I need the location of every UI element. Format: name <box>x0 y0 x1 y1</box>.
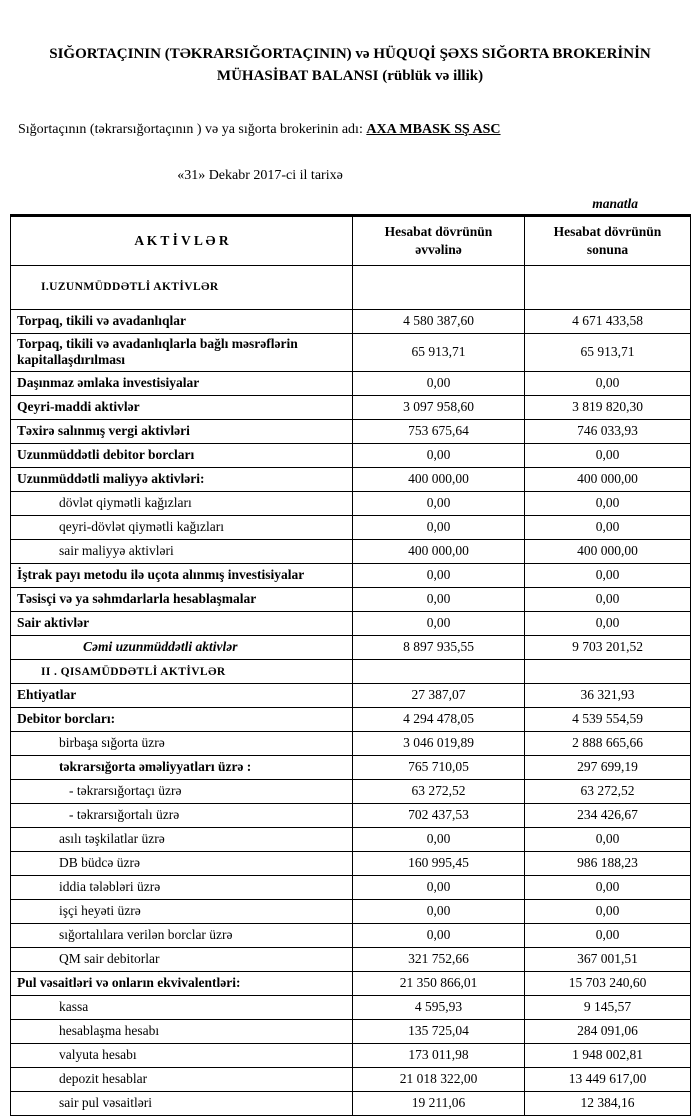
value-period-start: 21 350 866,01 <box>353 972 525 996</box>
value-period-end: 36 321,93 <box>525 684 691 708</box>
value-period-end: 2 888 665,66 <box>525 732 691 756</box>
value-period-start: 0,00 <box>353 564 525 588</box>
value-period-end: 0,00 <box>525 612 691 636</box>
value-period-start: 0,00 <box>353 516 525 540</box>
value-period-end: 63 272,52 <box>525 780 691 804</box>
value-period-start: 3 046 019,89 <box>353 732 525 756</box>
table-row <box>11 756 691 780</box>
value-period-end: 0,00 <box>525 876 691 900</box>
document-title <box>10 44 690 88</box>
value-period-end: 0,00 <box>525 372 691 396</box>
table-row <box>11 708 691 732</box>
value-period-start: 3 097 958,60 <box>353 396 525 420</box>
value-period-end <box>525 265 691 309</box>
table-row <box>11 1020 691 1044</box>
row-label: hesablaşma hesabı <box>11 1020 353 1044</box>
row-label: depozit hesablar <box>11 1068 353 1092</box>
value-period-end: 297 699,19 <box>525 756 691 780</box>
table-row <box>11 612 691 636</box>
row-label: DB büdcə üzrə <box>11 852 353 876</box>
table-header-row <box>11 215 691 265</box>
row-label: Qeyri-maddi aktivlər <box>11 396 353 420</box>
value-period-start: 702 437,53 <box>353 804 525 828</box>
row-label: kassa <box>11 996 353 1020</box>
table-row <box>11 972 691 996</box>
value-period-end: 15 703 240,60 <box>525 972 691 996</box>
row-label: II . QISAMÜDDƏTLİ AKTİVLƏR <box>11 660 353 684</box>
value-period-end: 0,00 <box>525 588 691 612</box>
row-label: - təkrarsığortalı üzrə <box>11 804 353 828</box>
row-label: Ehtiyatlar <box>11 684 353 708</box>
value-period-start <box>353 660 525 684</box>
table-row <box>11 540 691 564</box>
row-label: asılı təşkilatlar üzrə <box>11 828 353 852</box>
value-period-end: 0,00 <box>525 444 691 468</box>
value-period-start: 63 272,52 <box>353 780 525 804</box>
row-label: Cəmi uzunmüddətli aktivlər <box>11 636 353 660</box>
value-period-end: 367 001,51 <box>525 948 691 972</box>
value-period-start: 4 294 478,05 <box>353 708 525 732</box>
row-label: I.UZUNMÜDDƏTLİ AKTİVLƏR <box>11 265 353 309</box>
value-period-start: 0,00 <box>353 900 525 924</box>
row-label: qeyri-dövlət qiymətli kağızları <box>11 516 353 540</box>
row-label: sığortalılara verilən borclar üzrə <box>11 924 353 948</box>
table-row <box>11 900 691 924</box>
row-label: birbaşa sığorta üzrə <box>11 732 353 756</box>
row-label: işçi heyəti üzrə <box>11 900 353 924</box>
table-row <box>11 588 691 612</box>
table-row <box>11 780 691 804</box>
table-row <box>11 732 691 756</box>
value-period-end: 0,00 <box>525 492 691 516</box>
table-row <box>11 1068 691 1092</box>
row-label: Daşınmaz əmlaka investisiyalar <box>11 372 353 396</box>
insurer-name-label: Sığortaçının (təkrarsığortaçının ) və ya sığorta brokerinin adı: <box>18 122 366 137</box>
value-period-end: 13 449 617,00 <box>525 1068 691 1092</box>
table-row <box>11 852 691 876</box>
value-period-end: 0,00 <box>525 516 691 540</box>
value-period-start: 0,00 <box>353 372 525 396</box>
row-label: təkrarsığorta əməliyyatları üzrə : <box>11 756 353 780</box>
table-row <box>11 444 691 468</box>
table-row <box>11 804 691 828</box>
value-period-start: 0,00 <box>353 876 525 900</box>
value-period-start: 65 913,71 <box>353 333 525 372</box>
value-period-end: 3 819 820,30 <box>525 396 691 420</box>
value-period-start: 321 752,66 <box>353 948 525 972</box>
value-period-start <box>353 265 525 309</box>
row-label: QM sair debitorlar <box>11 948 353 972</box>
table-body <box>11 265 691 1116</box>
table-row <box>11 876 691 900</box>
table-row <box>11 420 691 444</box>
table-row <box>11 333 691 372</box>
value-period-start: 27 387,07 <box>353 684 525 708</box>
document-title-line2: MÜHASİBAT BALANSI (rüblük və illik) <box>10 66 690 88</box>
report-date: «31» Dekabr 2017-ci il tarixə <box>10 168 510 184</box>
column-header-period-start: Hesabat dövrünün əvvəlinə <box>353 215 525 265</box>
value-period-end: 9 145,57 <box>525 996 691 1020</box>
value-period-start: 0,00 <box>353 492 525 516</box>
row-label: Debitor borcları: <box>11 708 353 732</box>
value-period-end: 986 188,23 <box>525 852 691 876</box>
row-label: Torpaq, tikili və avadanlıqlar <box>11 309 353 333</box>
value-period-end: 12 384,16 <box>525 1092 691 1116</box>
value-period-end: 65 913,71 <box>525 333 691 372</box>
value-period-end: 284 091,06 <box>525 1020 691 1044</box>
table-row <box>11 492 691 516</box>
row-label: dövlət qiymətli kağızları <box>11 492 353 516</box>
row-label: Uzunmüddətli debitor borcları <box>11 444 353 468</box>
row-label: Uzunmüddətli maliyyə aktivləri: <box>11 468 353 492</box>
table-row <box>11 924 691 948</box>
table-row <box>11 564 691 588</box>
value-period-start: 8 897 935,55 <box>353 636 525 660</box>
row-label: Təsisçi və ya səhmdarlarla hesablaşmalar <box>11 588 353 612</box>
table-row <box>11 636 691 660</box>
value-period-start: 400 000,00 <box>353 468 525 492</box>
row-label: sair pul vəsaitləri <box>11 1092 353 1116</box>
value-period-end: 1 948 002,81 <box>525 1044 691 1068</box>
insurer-name-line <box>10 122 690 138</box>
table-row <box>11 516 691 540</box>
table-row <box>11 948 691 972</box>
balance-sheet-document <box>0 44 700 1116</box>
row-label: - təkrarsığortaçı üzrə <box>11 780 353 804</box>
table-row <box>11 396 691 420</box>
value-period-start: 0,00 <box>353 588 525 612</box>
value-period-start: 21 018 322,00 <box>353 1068 525 1092</box>
value-period-start: 135 725,04 <box>353 1020 525 1044</box>
value-period-end: 400 000,00 <box>525 468 691 492</box>
value-period-end: 0,00 <box>525 924 691 948</box>
table-row <box>11 372 691 396</box>
column-header-assets: A K T İ V L Ə R <box>11 215 353 265</box>
value-period-start: 4 580 387,60 <box>353 309 525 333</box>
table-row <box>11 309 691 333</box>
value-period-start: 765 710,05 <box>353 756 525 780</box>
table-row <box>11 996 691 1020</box>
table-row <box>11 1092 691 1116</box>
value-period-end: 0,00 <box>525 828 691 852</box>
value-period-end: 0,00 <box>525 564 691 588</box>
row-label: iddia tələbləri üzrə <box>11 876 353 900</box>
value-period-start: 19 211,06 <box>353 1092 525 1116</box>
row-label: Torpaq, tikili və avadanlıqlarla bağlı məsrəflərin kapitallaşdırılması <box>11 333 353 372</box>
value-period-start: 0,00 <box>353 828 525 852</box>
value-period-end: 4 671 433,58 <box>525 309 691 333</box>
value-period-start: 753 675,64 <box>353 420 525 444</box>
value-period-start: 0,00 <box>353 612 525 636</box>
row-label: valyuta hesabı <box>11 1044 353 1068</box>
value-period-start: 0,00 <box>353 444 525 468</box>
value-period-start: 4 595,93 <box>353 996 525 1020</box>
value-period-end: 0,00 <box>525 900 691 924</box>
row-label: Təxirə salınmış vergi aktivləri <box>11 420 353 444</box>
value-period-start: 400 000,00 <box>353 540 525 564</box>
row-label: sair maliyyə aktivləri <box>11 540 353 564</box>
balance-table <box>10 214 691 1116</box>
value-period-end: 234 426,67 <box>525 804 691 828</box>
value-period-end: 4 539 554,59 <box>525 708 691 732</box>
row-label: İştrak payı metodu ilə uçota alınmış investisiyalar <box>11 564 353 588</box>
company-name: AXA MBASK SŞ ASC <box>366 122 500 137</box>
value-period-end: 9 703 201,52 <box>525 636 691 660</box>
value-period-start: 173 011,98 <box>353 1044 525 1068</box>
currency-note: manatla <box>10 196 690 212</box>
row-label: Sair aktivlər <box>11 612 353 636</box>
value-period-end <box>525 660 691 684</box>
table-row <box>11 828 691 852</box>
value-period-end: 746 033,93 <box>525 420 691 444</box>
value-period-start: 0,00 <box>353 924 525 948</box>
value-period-start: 160 995,45 <box>353 852 525 876</box>
table-row <box>11 1044 691 1068</box>
row-label: Pul vəsaitləri və onların ekvivalentləri: <box>11 972 353 996</box>
column-header-period-end: Hesabat dövrünün sonuna <box>525 215 691 265</box>
table-row <box>11 660 691 684</box>
table-row <box>11 265 691 309</box>
table-row <box>11 468 691 492</box>
value-period-end: 400 000,00 <box>525 540 691 564</box>
table-row <box>11 684 691 708</box>
document-title-line1: SIĞORTAÇININ (TƏKRARSIĞORTAÇININ) və HÜQUQİ ŞƏXS SIĞORTA BROKERİNİN <box>10 44 690 66</box>
